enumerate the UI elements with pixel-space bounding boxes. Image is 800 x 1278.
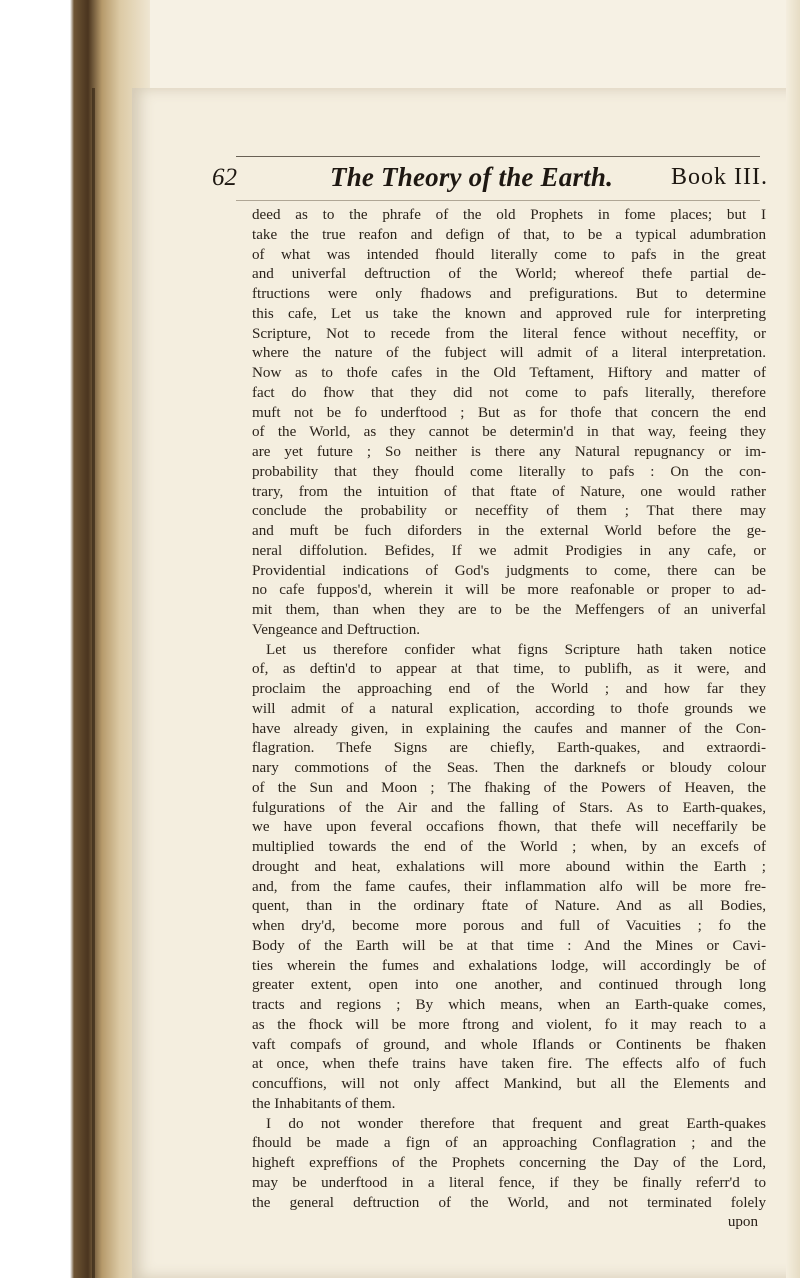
page-number: 62 bbox=[212, 164, 237, 191]
text-line: the Inhabitants of them. bbox=[252, 1095, 396, 1112]
text-line: as the fhock will be more ftrong and violent, fo it may reach to a bbox=[252, 1016, 766, 1033]
text-line: vaft compafs of ground, and whole Iflands or Continents be fhaken bbox=[252, 1036, 766, 1053]
text-line: fact do fhow that they did not come to pafs literally, therefore bbox=[252, 384, 766, 401]
page-header bbox=[212, 164, 768, 202]
text-line: concuffions, will not only affect Mankind, but all the Elements and bbox=[252, 1076, 766, 1092]
text-line: Now as to thofe cafes in the Old Teftament, Hiftory and matter of bbox=[252, 365, 766, 381]
text-line: deed as to the phrafe of the old Prophets in fome places; but I bbox=[252, 207, 766, 223]
body-text bbox=[252, 206, 766, 1233]
text-line: fulgurations of the Air and the falling of Stars. As to Earth-quakes, bbox=[252, 799, 766, 816]
text-line: I do not wonder therefore that frequent and great Earth-quakes bbox=[266, 1115, 766, 1132]
text-line: probability that they fhould come literally to pafs : On the con- bbox=[252, 463, 766, 480]
text-line: Let us therefore confider what figns Scripture hath taken notice bbox=[266, 641, 766, 658]
text-line: no cafe fuppos'd, wherein it will be more reafonable or proper to ad- bbox=[252, 582, 766, 599]
text-line: flagration. Thefe Signs are chiefly, Earth-quakes, and extraordi- bbox=[252, 740, 766, 757]
text-line: of, as deftin'd to appear at that time, to publifh, as it were, and bbox=[252, 661, 766, 678]
text-line: where the nature of the fubject will admit of a literal interpretation. bbox=[252, 345, 766, 362]
text-line: and, from the fame caufes, their inflammation alfo will be more fre- bbox=[252, 878, 766, 895]
text-line: the general deftruction of the World, and not terminated folely bbox=[252, 1194, 766, 1211]
binding-edge bbox=[92, 88, 95, 1278]
text-line: may be underftood in a literal fence, if they be finally referr'd to bbox=[252, 1174, 766, 1191]
text-line: at once, when thefe trains have taken fire. The effects alfo of fuch bbox=[252, 1056, 766, 1073]
text-line: quent, than in the ordinary ftate of Nature. And as all Bodies, bbox=[252, 898, 766, 915]
text-line: conclude the probability or neceffity of them ; That there may bbox=[252, 503, 766, 520]
text-line: take the true reafon and defign of that, to be a typical adumbration bbox=[252, 226, 766, 243]
text-line: Body of the Earth will be at that time : And the Mines or Cavi- bbox=[252, 937, 766, 954]
text-line: will admit of a natural explication, according to thofe grounds we bbox=[252, 700, 766, 717]
header-rule bbox=[236, 200, 760, 201]
catchword: upon bbox=[727, 1214, 758, 1231]
text-line: tracts and regions ; By which means, when an Earth-quake comes, bbox=[252, 997, 766, 1013]
text-line: Vengeance and Deftruction. bbox=[252, 621, 421, 638]
text-line: higheft expreffions of the Prophets concerning the Day of the Lord, bbox=[252, 1155, 766, 1171]
text-line: greater extent, open into one another, and continued through long bbox=[252, 977, 766, 994]
text-line: Providential indications of God's judgments to come, there can be bbox=[252, 562, 766, 579]
text-line: Scripture, Not to recede from the literal fence without neceffity, or bbox=[252, 325, 766, 342]
text-line: ftructions were only fhadows and prefigurations. But to determine bbox=[252, 286, 766, 302]
book-binding bbox=[0, 0, 150, 1278]
text-line: we have upon feveral occafions fhown, that thefe will neceffarily be bbox=[252, 819, 766, 836]
text-line: and univerfal deftruction of the World; whereof thefe partial de- bbox=[252, 266, 766, 283]
page-right-edge bbox=[786, 0, 800, 1278]
text-line: mit them, than when they are to be the Meffengers of an univerfal bbox=[252, 602, 766, 618]
running-title: The Theory of the Earth. bbox=[330, 162, 614, 192]
text-line: have already given, in explaining the caufes and manner of the Con- bbox=[252, 720, 766, 737]
text-line: are yet future ; So neither is there any Natural repugnancy or im- bbox=[252, 444, 766, 460]
text-line: fhould be made a fign of an approaching Conflagration ; and the bbox=[252, 1135, 766, 1152]
text-line: proclaim the approaching end of the World ; and how far they bbox=[252, 681, 766, 697]
text-line: neral diffolution. Befides, If we admit Prodigies in any cafe, or bbox=[252, 542, 766, 559]
text-line: of the World, as they cannot be determin'd in that way, feeing they bbox=[252, 424, 766, 441]
text-line: and muft be fuch diforders in the external World before the ge- bbox=[252, 523, 766, 539]
text-line: trary, from the intuition of that ftate of Nature, one would rather bbox=[252, 483, 766, 500]
book-label: Book III. bbox=[671, 164, 768, 190]
text-line: ties wherein the fumes and exhalations lodge, will accordingly be of bbox=[252, 957, 766, 974]
text-line: muft not be fo underftood ; But as for thofe that concern the end bbox=[252, 404, 766, 421]
text-line: multiplied towards the end of the World ; when, by an excefs of bbox=[252, 839, 766, 855]
top-rule bbox=[236, 156, 760, 157]
text-line: nary commotions of the Seas. Then the darknefs or bloudy colour bbox=[252, 760, 766, 776]
text-line: when dry'd, become more porous and full of Vacuities ; fo the bbox=[252, 918, 766, 934]
text-line: this cafe, Let us take the known and approved rule for interpreting bbox=[252, 305, 766, 322]
text-line: drought and heat, exhalations will more abound within the Earth ; bbox=[252, 858, 766, 875]
text-line: of what was intended fhould literally come to pafs in the great bbox=[252, 246, 766, 263]
text-line: of the Sun and Moon ; The fhaking of the Powers of Heaven, the bbox=[252, 779, 766, 796]
